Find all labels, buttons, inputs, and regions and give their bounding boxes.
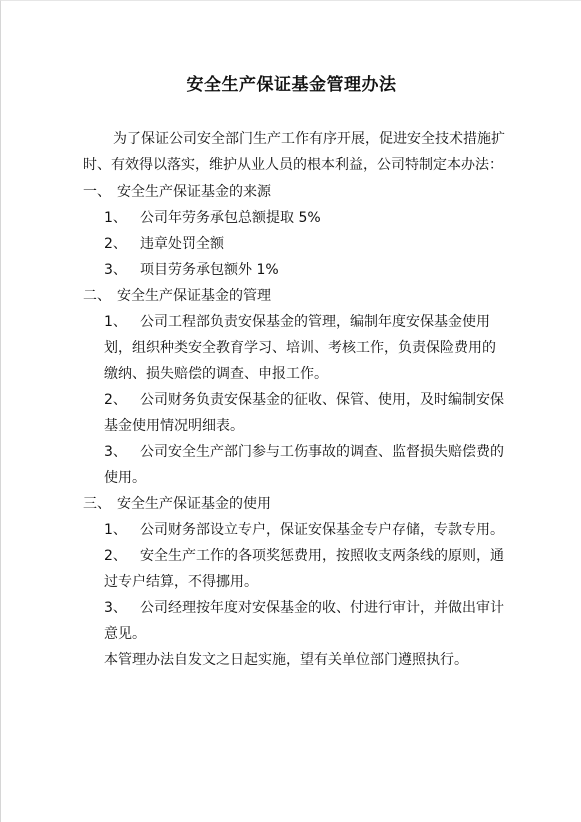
- list-item: [104, 546, 504, 566]
- item-number: 1、: [104, 314, 127, 330]
- item-continuation: 划，组织种类安全教育学习、培训、考核工作，负责保险费用的: [104, 340, 496, 356]
- intro-line: 为了保证公司安全部门生产工作有序开展，促进安全技术措施扩: [113, 131, 505, 147]
- item-number: 1、: [104, 522, 127, 538]
- item-text: 公司安全生产部门参与工伤事故的调查、监督损失赔偿费的: [140, 444, 504, 460]
- section-heading: [83, 494, 271, 514]
- section-number: 二、: [83, 288, 111, 304]
- item-number: 3、: [104, 262, 127, 278]
- item-continuation: 缴纳、损失赔偿的调查、申报工作。: [104, 366, 328, 382]
- item-text: 违章处罚全额: [140, 236, 224, 252]
- item-number: 3、: [104, 444, 127, 460]
- document-title: 安全生产保证基金管理办法: [186, 75, 397, 95]
- section-heading: [83, 182, 271, 202]
- item-text: 项目劳务承包额外 1%: [140, 262, 279, 278]
- item-number: 2、: [104, 392, 127, 408]
- list-item: [104, 312, 490, 332]
- list-item: [104, 520, 504, 540]
- item-text: 公司工程部负责安保基金的管理，编制年度安保基金使用: [140, 314, 490, 330]
- item-continuation: 过专户结算，不得挪用。: [104, 574, 258, 590]
- item-text: 公司经理按年度对安保基金的收、付进行审计，并做出审计: [140, 600, 504, 616]
- list-item: [104, 390, 504, 410]
- list-item: [104, 208, 321, 228]
- item-continuation: 使用。: [104, 470, 146, 486]
- section-title: 安全生产保证基金的管理: [117, 288, 271, 304]
- item-text: 安全生产工作的各项奖惩费用，按照收支两条线的原则，通: [140, 548, 504, 564]
- section-number: 一、: [83, 184, 111, 200]
- item-text: 公司财务负责安保基金的征收、保管、使用，及时编制安保: [140, 392, 504, 408]
- section-number: 三、: [83, 496, 111, 512]
- list-item: [104, 442, 504, 462]
- section-title: 安全生产保证基金的使用: [117, 496, 271, 512]
- item-number: 3、: [104, 600, 127, 616]
- section-heading: [83, 286, 271, 306]
- list-item: [104, 598, 504, 618]
- item-text: 公司年劳务承包总额提取 5%: [140, 210, 321, 226]
- section-title: 安全生产保证基金的来源: [117, 184, 271, 200]
- item-continuation: 基金使用情况明细表。: [104, 418, 244, 434]
- item-continuation: 意见。: [104, 626, 146, 642]
- item-number: 1、: [104, 210, 127, 226]
- closing-statement: 本管理办法自发文之日起实施，望有关单位部门遵照执行。: [104, 652, 468, 668]
- list-item: [104, 260, 279, 280]
- intro-line: 时、有效得以落实，维护从业人员的根本利益，公司特制定本办法：: [83, 157, 503, 173]
- item-number: 2、: [104, 548, 127, 564]
- list-item: [104, 234, 224, 254]
- item-text: 公司财务部设立专户，保证安保基金专户存储，专款专用。: [140, 522, 504, 538]
- item-number: 2、: [104, 236, 127, 252]
